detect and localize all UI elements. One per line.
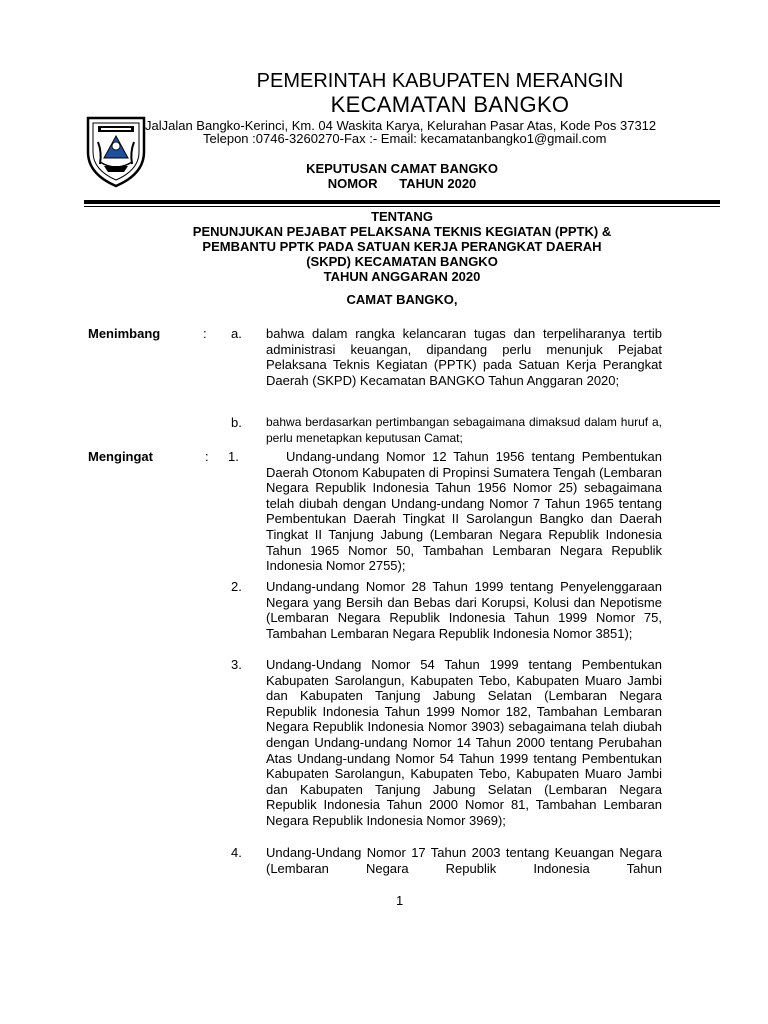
- government-name: PEMERINTAH KABUPATEN MERANGIN: [256, 70, 624, 92]
- letterhead-divider-thin: [84, 206, 720, 207]
- menimbang-label: Menimbang: [88, 326, 161, 341]
- page-number: 1: [396, 893, 404, 908]
- menimbang-item-a-marker: a.: [231, 326, 242, 341]
- menimbang-item-a-text: bahwa dalam rangka kelancaran tugas dan terpeliharanya tertib administrasi keuangan, dipandang perlu menunjuk Pejabat Pelaksana Teknis Kegiatan (PPTK) pada Satuan Kerja Perangkat Daerah (SKPD) Kecamatan BANGKO Tahun Anggaran 2020;: [266, 326, 662, 388]
- decree-title: KEPUTUSAN CAMAT BANGKO: [306, 161, 498, 176]
- decree-issuer: CAMAT BANGKO,: [346, 292, 458, 307]
- mengingat-item-2-marker: 2.: [231, 579, 242, 594]
- mengingat-item-2-text: Undang-undang Nomor 28 Tahun 1999 tentang Penyelenggaraan Negara yang Bersih dan Bebas dari Korupsi, Kolusi dan Nepotisme (Lembaran Negara Republik Indonesia Tahun 1999 Nomor 75, Tambahan Lembaran Negara Republik Indonesia Nomor 3851);: [266, 579, 662, 641]
- decree-number: NOMOR TAHUN 2020: [327, 176, 477, 191]
- decree-about: TENTANG: [371, 209, 433, 224]
- mengingat-colon: :: [205, 449, 209, 464]
- decree-subject-line-2: PEMBANTU PPTK PADA SATUAN KERJA PERANGKAT DAERAH: [202, 239, 602, 254]
- decree-subject-line-3: (SKPD) KECAMATAN BANGKO: [306, 254, 498, 269]
- mengingat-item-3-marker: 3.: [231, 657, 242, 672]
- letterhead-divider-thick: [84, 200, 720, 204]
- mengingat-item-1-text: Undang-undang Nomor 12 Tahun 1956 tentang Pembentukan Daerah Otonom Kabupaten di Propinsi Sumatera Tengah (Lembaran Negara Republik Indonesia Tahun 1956 Nomor 25) sebagaimana telah diubah dengan Undang-undang Nomor 7 Tahun 1965 tentang Pembentukan Daerah Tingkat II Sarolangun Bangko dan Daerah Tingkat II Tanjung Jabung (Lembaran Negara Republik Indonesia Tahun 1965 Nomor 50, Tambahan Lembaran Negara Republik Indonesia Nomor 2755);: [266, 449, 662, 574]
- office-contact: Telepon :0746-3260270-Fax :- Email: kecamatanbangko1@gmail.com: [203, 131, 607, 146]
- mengingat-item-4-text: Undang-Undang Nomor 17 Tahun 2003 tentang Keuangan Negara (Lembaran Negara Republik Indonesia Tahun: [266, 845, 662, 876]
- decree-subject-line-4: TAHUN ANGGARAN 2020: [323, 269, 481, 284]
- mengingat-item-3-text: Undang-Undang Nomor 54 Tahun 1999 tentang Pembentukan Kabupaten Sarolangun, Kabupaten Tebo, Kabupaten Muaro Jambi dan Kabupaten Tanjung Jabung Selatan (Lembaran Negara Republik Indonesia Tahun 1999 Nomor 182, Tambahan Lembaran Negara Republik Indonesia Nomor 3903) sebagaimana telah diubah dengan Undang-undang Nomor 14 Tahun 2000 tentang Perubahan Atas Undang-undang Nomor 54 Tahun 1999 tentang Pembentukan Kabupaten Sarolangun, Kabupaten Tebo, Kabupaten Muaro Jambi dan Kabupaten Tanjung Jabung Selatan (Lembaran Negara Republik Indonesia Tahun 2000 Nomor 81, Tambahan Lembaran Negara Republik Indonesia Nomor 3969);: [266, 657, 662, 828]
- menimbang-item-b-text: bahwa berdasarkan pertimbangan sebagaimana dimaksud dalam huruf a, perlu menetapkan keputusan Camat;: [266, 415, 662, 445]
- menimbang-item-b-marker: b.: [231, 415, 242, 430]
- district-name: KECAMATAN BANGKO: [330, 92, 570, 117]
- mengingat-label: Mengingat: [88, 449, 153, 464]
- office-address: JalJalan Bangko-Kerinci, Km. 04 Waskita Karya, Kelurahan Pasar Atas, Kode Pos 37312: [145, 118, 657, 133]
- mengingat-item-4-marker: 4.: [231, 845, 242, 860]
- mengingat-item-1-marker: 1.: [228, 449, 239, 464]
- menimbang-colon: :: [203, 326, 207, 341]
- decree-subject-line-1: PENUNJUKAN PEJABAT PELAKSANA TEKNIS KEGIATAN (PPTK) &: [192, 224, 612, 239]
